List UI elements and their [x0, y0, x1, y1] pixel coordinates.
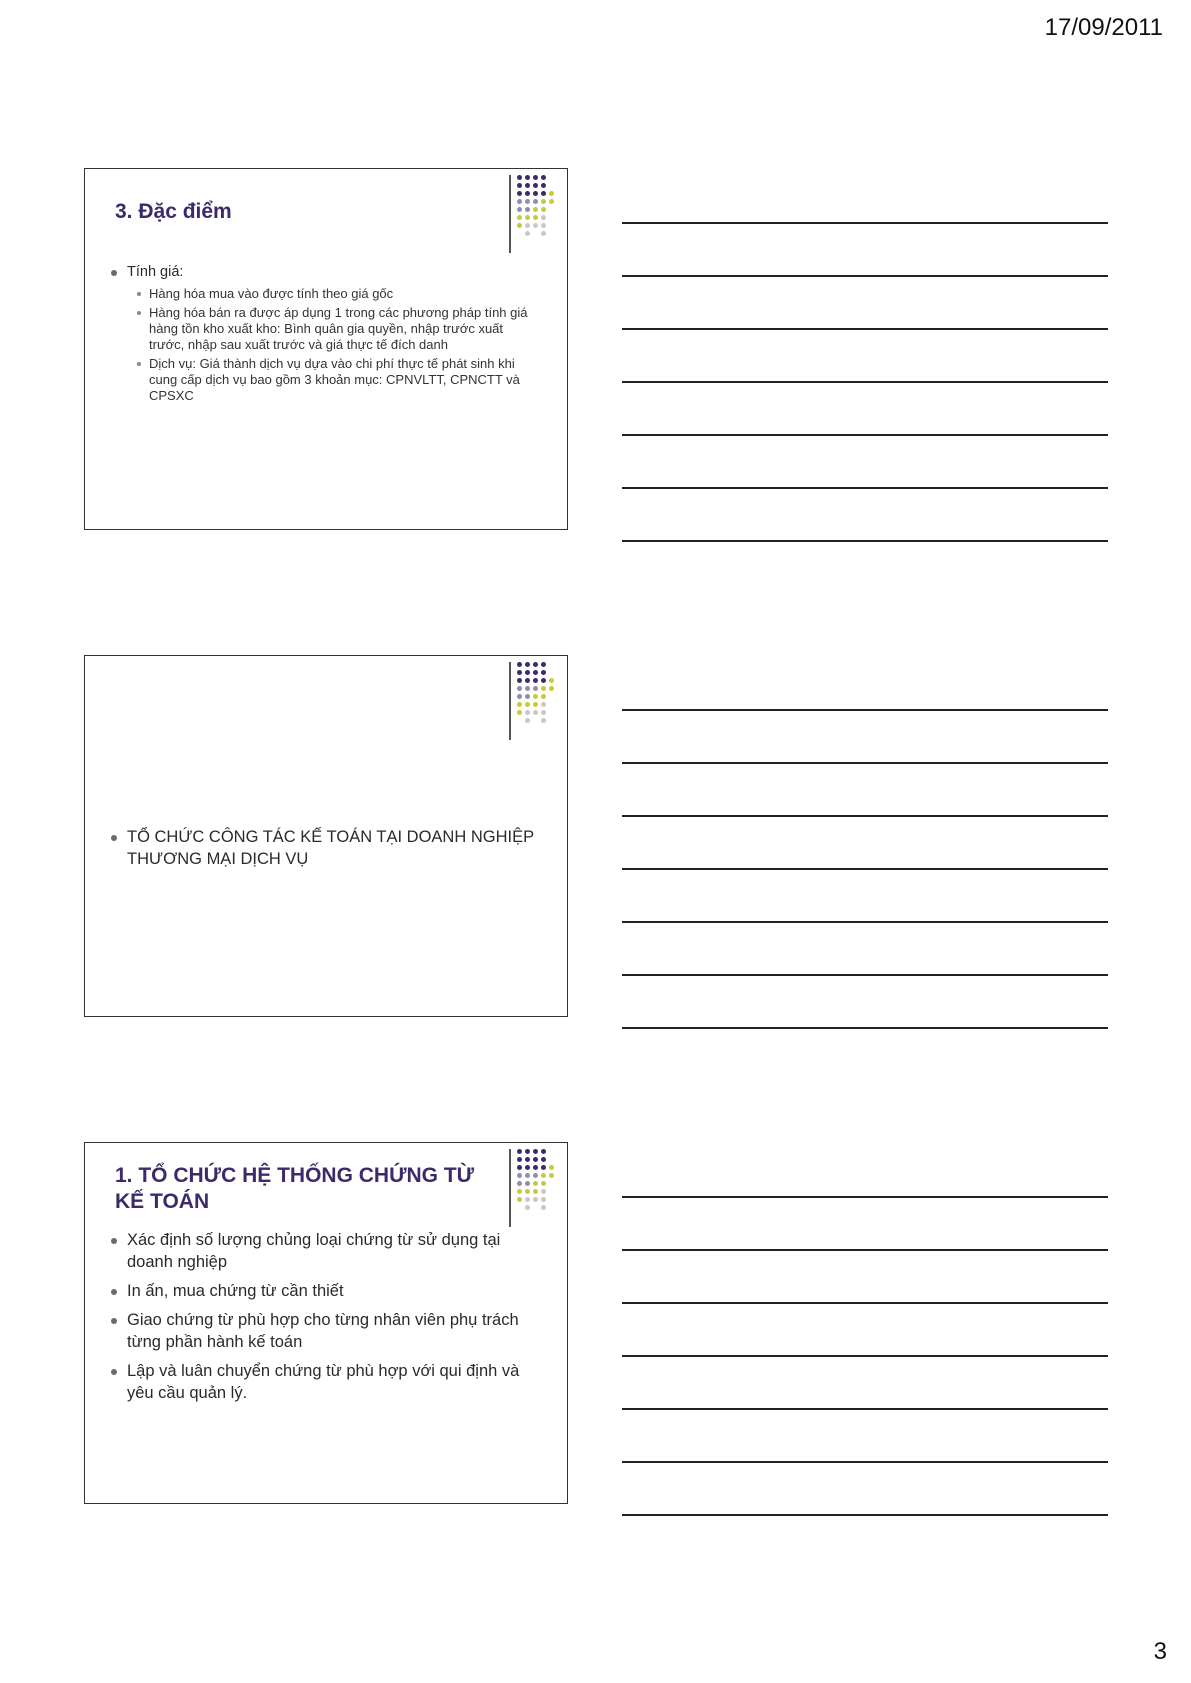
- decoration-dot: [533, 1197, 538, 1202]
- decoration-dot: [517, 702, 522, 707]
- decoration-dot: [541, 199, 546, 204]
- decoration-dot: [549, 199, 554, 204]
- decoration-dot: [541, 215, 546, 220]
- decoration-dot: [525, 670, 530, 675]
- decoration-dot: [517, 670, 522, 675]
- list-item: Xác định số lượng chủng loại chứng từ sử dụng tại doanh nghiệp: [99, 1229, 535, 1273]
- decoration-dot: [517, 1157, 522, 1162]
- decoration-dot: [525, 223, 530, 228]
- decoration-dot: [533, 662, 538, 667]
- list-item: TỔ CHỨC CÔNG TÁC KẾ TOÁN TẠI DOANH NGHIỆP THƯƠNG MẠI DỊCH VỤ: [99, 826, 547, 870]
- decoration-dot: [525, 1149, 530, 1154]
- note-line: [622, 921, 1108, 923]
- decoration-dot: [533, 191, 538, 196]
- decoration-dot: [525, 207, 530, 212]
- decoration-dot: [541, 1197, 546, 1202]
- decoration-dot: [517, 1173, 522, 1178]
- decoration-dot: [533, 710, 538, 715]
- decoration-dot: [541, 207, 546, 212]
- decoration-dot: [517, 1197, 522, 1202]
- decoration-dot: [517, 183, 522, 188]
- list-item: [99, 263, 535, 404]
- list-item: Giao chứng từ phù hợp cho từng nhân viên phụ trách từng phần hành kế toán: [99, 1309, 535, 1353]
- decoration-dot: [533, 1173, 538, 1178]
- decoration-dot: [517, 662, 522, 667]
- note-line: [622, 1514, 1108, 1516]
- decoration-dot: [541, 686, 546, 691]
- bullet-list: [99, 263, 535, 408]
- decoration-dot: [533, 223, 538, 228]
- note-line: [622, 815, 1108, 817]
- decoration-dot: [549, 215, 554, 220]
- decoration-dot: [549, 1197, 554, 1202]
- decoration-dot: [533, 686, 538, 691]
- slide-2: [84, 655, 568, 1017]
- decoration-dot: [517, 215, 522, 220]
- decorative-divider: [509, 175, 511, 253]
- decoration-dot: [549, 175, 554, 180]
- decoration-dot: [549, 702, 554, 707]
- decoration-dot: [549, 1157, 554, 1162]
- sub-list-item: Hàng hóa bán ra được áp dụng 1 trong các phương pháp tính giá hàng tồn kho xuất kho: Bình quân gia quyền, nhập trước xuất trước, nhập sau xuất trước và giá thực tế đích danh: [127, 305, 535, 353]
- decoration-dot: [517, 1205, 522, 1210]
- decoration-dot: [541, 1205, 546, 1210]
- sub-bullet-list: [127, 286, 535, 404]
- decoration-dot: [541, 1173, 546, 1178]
- decoration-dot: [549, 183, 554, 188]
- decoration-dot: [525, 710, 530, 715]
- decoration-dot: [549, 1205, 554, 1210]
- dot-grid-decoration: [517, 662, 554, 723]
- decoration-dot: [517, 191, 522, 196]
- note-line: [622, 1302, 1108, 1304]
- slide-1: [84, 168, 568, 530]
- decoration-dot: [541, 662, 546, 667]
- decoration-dot: [533, 199, 538, 204]
- note-line: [622, 868, 1108, 870]
- decoration-dot: [517, 710, 522, 715]
- decorative-divider: [509, 662, 511, 740]
- decoration-dot: [533, 1205, 538, 1210]
- decoration-dot: [517, 231, 522, 236]
- decoration-dot: [525, 1165, 530, 1170]
- decoration-dot: [525, 678, 530, 683]
- decoration-dot: [533, 702, 538, 707]
- decoration-dot: [533, 215, 538, 220]
- decoration-dot: [541, 1181, 546, 1186]
- decoration-dot: [533, 1165, 538, 1170]
- decoration-dot: [549, 718, 554, 723]
- decoration-dot: [525, 662, 530, 667]
- decoration-dot: [525, 694, 530, 699]
- decoration-dot: [525, 702, 530, 707]
- decoration-dot: [541, 670, 546, 675]
- slide-title: 3. Đặc điểm: [115, 200, 232, 223]
- decoration-dot: [525, 1197, 530, 1202]
- page-number: 3: [1153, 1638, 1167, 1665]
- note-line: [622, 1408, 1108, 1410]
- list-item: Lập và luân chuyển chứng từ phù hợp với qui định và yêu cầu quản lý.: [99, 1360, 535, 1404]
- decoration-dot: [533, 1149, 538, 1154]
- decoration-dot: [549, 1181, 554, 1186]
- decoration-dot: [541, 1157, 546, 1162]
- decoration-dot: [525, 718, 530, 723]
- sub-list-item: Dịch vụ: Giá thành dịch vụ dựa vào chi phí thực tế phát sinh khi cung cấp dịch vụ bao gồm 3 khoản mục: CPNVLTT, CPNCTT và CPSXC: [127, 356, 535, 404]
- note-line: [622, 974, 1108, 976]
- decoration-dot: [533, 1189, 538, 1194]
- decoration-dot: [541, 694, 546, 699]
- dot-grid-decoration: [517, 175, 554, 236]
- bullet-list: [99, 1229, 535, 1411]
- decoration-dot: [549, 1149, 554, 1154]
- decoration-dot: [549, 678, 554, 683]
- decoration-dot: [549, 686, 554, 691]
- decoration-dot: [549, 191, 554, 196]
- note-line: [622, 1355, 1108, 1357]
- decoration-dot: [541, 231, 546, 236]
- decoration-dot: [517, 678, 522, 683]
- decoration-dot: [533, 207, 538, 212]
- decoration-dot: [517, 1165, 522, 1170]
- decoration-dot: [549, 670, 554, 675]
- decoration-dot: [525, 1173, 530, 1178]
- decoration-dot: [549, 1189, 554, 1194]
- decoration-dot: [533, 694, 538, 699]
- bullet-list: [99, 826, 547, 870]
- decorative-divider: [509, 1149, 511, 1227]
- decoration-dot: [549, 1165, 554, 1170]
- decoration-dot: [533, 175, 538, 180]
- decoration-dot: [541, 678, 546, 683]
- decoration-dot: [525, 1157, 530, 1162]
- decoration-dot: [541, 702, 546, 707]
- decoration-dot: [533, 670, 538, 675]
- decoration-dot: [517, 1189, 522, 1194]
- decoration-dot: [517, 718, 522, 723]
- decoration-dot: [541, 183, 546, 188]
- page-date: 17/09/2011: [1044, 14, 1163, 41]
- decoration-dot: [525, 231, 530, 236]
- note-line: [622, 1461, 1108, 1463]
- decoration-dot: [517, 1149, 522, 1154]
- slide-title: 1. TỔ CHỨC HỆ THỐNG CHỨNG TỪ KẾ TOÁN: [115, 1164, 475, 1213]
- decoration-dot: [517, 1181, 522, 1186]
- decoration-dot: [533, 718, 538, 723]
- note-line: [622, 762, 1108, 764]
- slide-3: [84, 1142, 568, 1504]
- decoration-dot: [549, 710, 554, 715]
- decoration-dot: [533, 231, 538, 236]
- note-line: [622, 275, 1108, 277]
- decoration-dot: [517, 694, 522, 699]
- decoration-dot: [549, 1173, 554, 1178]
- note-line: [622, 328, 1108, 330]
- decoration-dot: [517, 686, 522, 691]
- note-line: [622, 381, 1108, 383]
- decoration-dot: [517, 207, 522, 212]
- decoration-dot: [549, 662, 554, 667]
- note-line: [622, 1196, 1108, 1198]
- decoration-dot: [517, 199, 522, 204]
- decoration-dot: [525, 191, 530, 196]
- list-item: In ấn, mua chứng từ cần thiết: [99, 1280, 535, 1302]
- decoration-dot: [525, 215, 530, 220]
- decoration-dot: [541, 1165, 546, 1170]
- note-line: [622, 709, 1108, 711]
- decoration-dot: [549, 231, 554, 236]
- note-line: [622, 1027, 1108, 1029]
- decoration-dot: [533, 1181, 538, 1186]
- note-line: [622, 487, 1108, 489]
- decoration-dot: [541, 718, 546, 723]
- decoration-dot: [549, 223, 554, 228]
- decoration-dot: [541, 175, 546, 180]
- note-line: [622, 540, 1108, 542]
- decoration-dot: [541, 1189, 546, 1194]
- note-line: [622, 434, 1108, 436]
- decoration-dot: [549, 694, 554, 699]
- sub-list-item: Hàng hóa mua vào được tính theo giá gốc: [127, 286, 535, 302]
- decoration-dot: [541, 1149, 546, 1154]
- decoration-dot: [533, 1157, 538, 1162]
- decoration-dot: [525, 1205, 530, 1210]
- decoration-dot: [541, 710, 546, 715]
- decoration-dot: [525, 686, 530, 691]
- bullet-text: Tính giá:: [127, 264, 184, 280]
- decoration-dot: [541, 223, 546, 228]
- decoration-dot: [525, 1181, 530, 1186]
- decoration-dot: [525, 183, 530, 188]
- decoration-dot: [533, 678, 538, 683]
- decoration-dot: [517, 223, 522, 228]
- decoration-dot: [525, 199, 530, 204]
- note-line: [622, 1249, 1108, 1251]
- note-line: [622, 222, 1108, 224]
- decoration-dot: [525, 1189, 530, 1194]
- decoration-dot: [517, 175, 522, 180]
- decoration-dot: [533, 183, 538, 188]
- decoration-dot: [541, 191, 546, 196]
- dot-grid-decoration: [517, 1149, 554, 1210]
- decoration-dot: [549, 207, 554, 212]
- decoration-dot: [525, 175, 530, 180]
